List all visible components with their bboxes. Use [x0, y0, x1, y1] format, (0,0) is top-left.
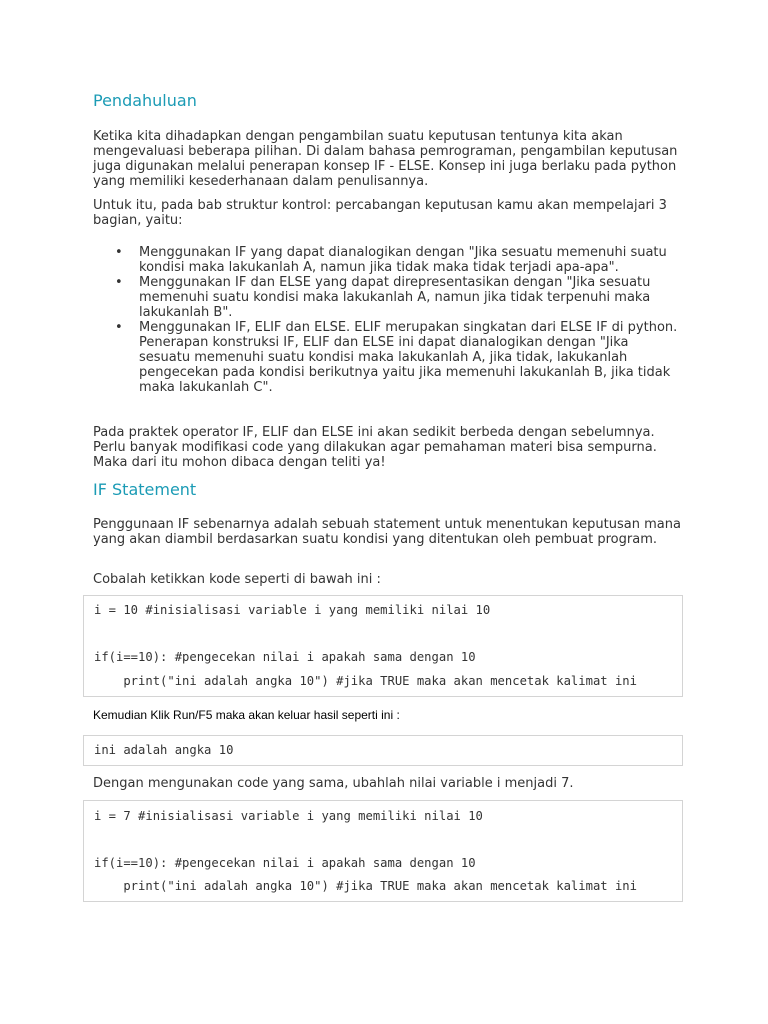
output-block [83, 735, 683, 766]
bullet-icon: • [115, 320, 123, 335]
list-item [93, 275, 683, 320]
intro-paragraph-1: Ketika kita dihadapkan dengan pengambilan suatu keputusan tentunya kita akan mengevaluasi beberapa pilihan. Di dalam bahasa pemrograman, pengambilan keputusan juga digunakan melalui penerapan konsep IF - ELSE. Konsep ini juga berlaku pada python yang memiliki kesederhanaan dalam penulisannya. [93, 129, 678, 189]
if-paragraph-3: Dengan mengunakan code yang sama, ubahlah nilai variable i menjadi 7. [93, 776, 574, 791]
code-block-2 [83, 800, 683, 902]
code-line: print("ini adalah angka 10") #jika TRUE maka akan mencetak kalimat ini [94, 879, 637, 893]
output-line: ini adalah angka 10 [94, 743, 234, 757]
code-line: if(i==10): #pengecekan nilai i apakah sama dengan 10 [94, 650, 476, 664]
code-block-1 [83, 595, 683, 697]
code-line: print("ini adalah angka 10") #jika TRUE maka akan mencetak kalimat ini [94, 674, 637, 688]
bullet-icon: • [115, 245, 123, 260]
if-paragraph-2: Cobalah ketikkan kode seperti di bawah ini : [93, 572, 381, 587]
intro-paragraph-3: Pada praktek operator IF, ELIF dan ELSE ini akan sedikit berbeda dengan sebelumnya. Perlu banyak modifikasi code yang dilakukan agar pemahaman materi bisa sempurna. Maka dari itu mohon dibaca dengan teliti ya! [93, 425, 657, 470]
code-line: i = 10 #inisialisasi variable i yang memiliki nilai 10 [94, 603, 491, 617]
bullet-list [93, 245, 683, 395]
heading-pendahuluan: Pendahuluan [93, 91, 197, 110]
run-note: Kemudian Klik Run/F5 maka akan keluar hasil seperti ini : [93, 708, 400, 722]
heading-if-statement: IF Statement [93, 480, 197, 499]
bullet-icon: • [115, 275, 123, 290]
code-line: i = 7 #inisialisasi variable i yang memiliki nilai 10 [94, 809, 483, 823]
code-line: if(i==10): #pengecekan nilai i apakah sama dengan 10 [94, 856, 476, 870]
if-paragraph-1: Penggunaan IF sebenarnya adalah sebuah statement untuk menentukan keputusan mana yang akan diambil berdasarkan suatu kondisi yang ditentukan oleh pembuat program. [93, 517, 681, 547]
list-item-text: Menggunakan IF dan ELSE yang dapat direpresentasikan dengan "Jika sesuatu memenuhi suatu kondisi maka lakukanlah A, namun jika tidak terpenuhi maka lakukanlah B". [139, 275, 651, 320]
list-item-text: Menggunakan IF yang dapat dianalogikan dengan "Jika sesuatu memenuhi suatu kondisi maka lakukanlah A, namun jika tidak maka tidak terjadi apa-apa". [139, 245, 667, 275]
list-item [93, 320, 683, 395]
list-item [93, 245, 683, 275]
intro-paragraph-2: Untuk itu, pada bab struktur kontrol: percabangan keputusan kamu akan mempelajari 3 bagian, yaitu: [93, 198, 667, 228]
list-item-text: Menggunakan IF, ELIF dan ELSE. ELIF merupakan singkatan dari ELSE IF di python. Penerapan konstruksi IF, ELIF dan ELSE ini dapat dianalogikan dengan "Jika sesuatu memenuhi suatu kondisi maka lakukanlah A, jika tidak, lakukanlah pengecekan pada kondisi berikutnya yaitu jika memenuhi lakukanlah B, jika tidak maka lakukanlah C". [139, 320, 678, 395]
